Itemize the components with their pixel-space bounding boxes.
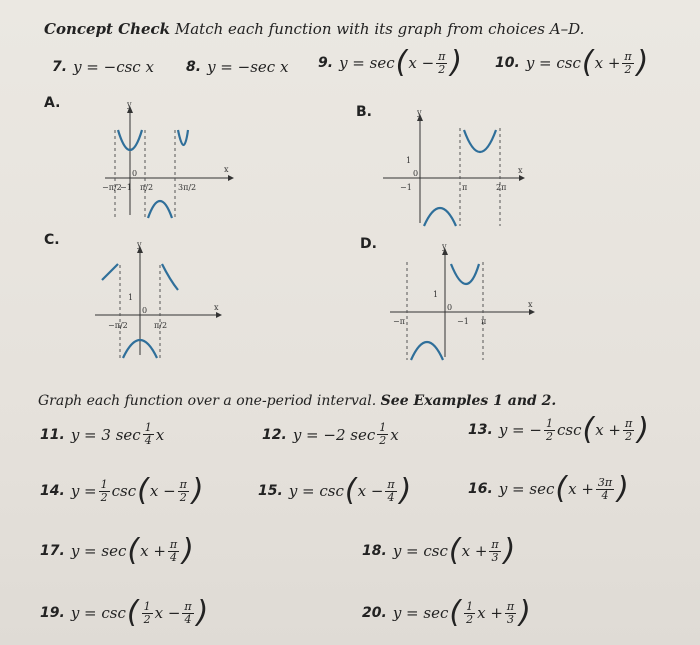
- graph-d-label: D.: [360, 236, 377, 252]
- open-paren: (: [581, 45, 594, 80]
- section-bold: See Examples 1 and 2.: [380, 393, 557, 409]
- problem-11: 11. y = 3 sec $\frac{1}{4}$ x: [40, 421, 165, 447]
- fraction: $\frac{1}{2}$: [143, 599, 151, 626]
- problem-7: [52, 58, 154, 76]
- fraction: $\frac{\pi}{2}$: [624, 416, 633, 443]
- fraction: $\frac{1}{2}$: [379, 421, 387, 447]
- problem-19: 19. y = csc ( $\frac{1}{2}$ x − $\frac{\pi}{4}$ ): [40, 595, 209, 630]
- axis-x-label: x: [224, 165, 229, 174]
- axis-y-label: y: [417, 108, 422, 117]
- heading-bold: Concept Check: [44, 20, 171, 38]
- problem-expression: y = −csc x: [73, 58, 154, 76]
- problem-lhs: y = csc: [525, 54, 581, 72]
- tick-label: 1: [406, 156, 412, 165]
- close-paren: ): [450, 45, 463, 80]
- tick-label: π: [481, 317, 487, 326]
- concept-check-heading: [44, 20, 584, 38]
- axis-y-label: y: [127, 100, 132, 109]
- graph-c: [90, 240, 230, 360]
- problem-inner: x +: [594, 54, 621, 72]
- problem-13: 13. y = − $\frac{1}{2}$ csc ( x + $\frac{\pi}{2}$ ): [468, 412, 649, 447]
- tick-label: 0: [447, 303, 453, 312]
- tick-label: 1: [128, 293, 134, 302]
- graph-c-label: C.: [44, 232, 60, 248]
- graph-b: [378, 108, 528, 228]
- problem-14: 14. y = $\frac{1}{2}$ csc ( x − $\frac{\pi}{2}$ ): [40, 473, 204, 508]
- problem-number: 9.: [318, 55, 334, 71]
- open-paren: (: [395, 45, 408, 80]
- fraction: $\frac{\pi}{4}$: [184, 599, 192, 626]
- problem-number: 10.: [495, 55, 520, 71]
- graph-a-label: A.: [44, 95, 61, 111]
- tick-label: 2π: [496, 183, 507, 192]
- problem-18: 18. y = csc ( x + $\frac{\pi}{3}$ ): [362, 533, 516, 568]
- fraction: $\frac{1}{2}$: [466, 599, 474, 626]
- tick-label: 1: [433, 290, 439, 299]
- problem-inner: x −: [408, 54, 435, 72]
- fraction: $\frac{3\pi}{4}$: [597, 475, 613, 502]
- tick-label: −π/2: [108, 321, 128, 330]
- fraction: $\frac{1}{4}$: [144, 421, 152, 447]
- fraction: $\frac{\pi}{2}$: [179, 477, 187, 504]
- tick-label: 0: [413, 169, 419, 178]
- fraction: $\frac{\pi}{3}$: [491, 537, 499, 564]
- axis-y-label: y: [137, 240, 142, 249]
- problem-9: [318, 45, 463, 80]
- axis-x-label: x: [528, 300, 533, 309]
- tick-label: 0: [142, 306, 148, 315]
- fraction: $\frac{\pi}{4}$: [169, 537, 178, 564]
- fraction: $\frac{\pi}{2}$: [438, 49, 446, 76]
- fraction: $\frac{\pi}{4}$: [387, 477, 395, 504]
- heading-text: Match each function with its graph from choices A–D.: [174, 20, 585, 38]
- problem-expression: y = −sec x: [207, 58, 289, 76]
- tick-label: −1: [400, 183, 412, 192]
- tick-label: 0: [132, 169, 138, 178]
- fraction: $\frac{\pi}{2}$: [624, 49, 632, 76]
- section-heading: [38, 393, 556, 409]
- close-paren: ): [636, 45, 649, 80]
- tick-label: π: [462, 183, 468, 192]
- problem-20: 20. y = sec ( $\frac{1}{2}$ x + $\frac{\pi}{3}$ ): [362, 595, 531, 630]
- tick-label: −1: [120, 183, 132, 192]
- graph-a: [100, 100, 240, 220]
- problem-number: 8.: [186, 59, 202, 75]
- problem-12: 12. y = −2 sec $\frac{1}{2}$ x: [262, 421, 399, 447]
- tick-label: π/2: [140, 183, 154, 192]
- axis-x-label: x: [518, 166, 523, 175]
- tick-label: 3π/2: [178, 183, 197, 192]
- tick-label: π/2: [154, 321, 168, 330]
- graph-d: [385, 242, 540, 362]
- axis-y-label: y: [442, 242, 447, 251]
- tick-label: −1: [457, 317, 469, 326]
- tick-label: −π/2: [102, 183, 122, 192]
- problem-number: 7.: [52, 59, 68, 75]
- problem-17: 17. y = sec ( x + $\frac{\pi}{4}$ ): [40, 533, 194, 568]
- problem-8: [186, 58, 288, 76]
- tick-label: −π: [393, 317, 405, 326]
- graph-b-label: B.: [356, 104, 372, 120]
- problem-16: 16. y = sec ( x + $\frac{3\pi}{4}$ ): [468, 471, 629, 506]
- problem-15: 15. y = csc ( x − $\frac{\pi}{4}$ ): [258, 473, 412, 508]
- fraction: $\frac{1}{2}$: [545, 416, 553, 443]
- fraction: $\frac{\pi}{3}$: [506, 599, 515, 626]
- problem-10: [495, 45, 649, 80]
- problem-lhs: y = sec: [339, 54, 395, 72]
- axis-x-label: x: [214, 303, 219, 312]
- fraction: $\frac{1}{2}$: [100, 477, 108, 504]
- section-text: Graph each function over a one-period interval.: [38, 393, 377, 409]
